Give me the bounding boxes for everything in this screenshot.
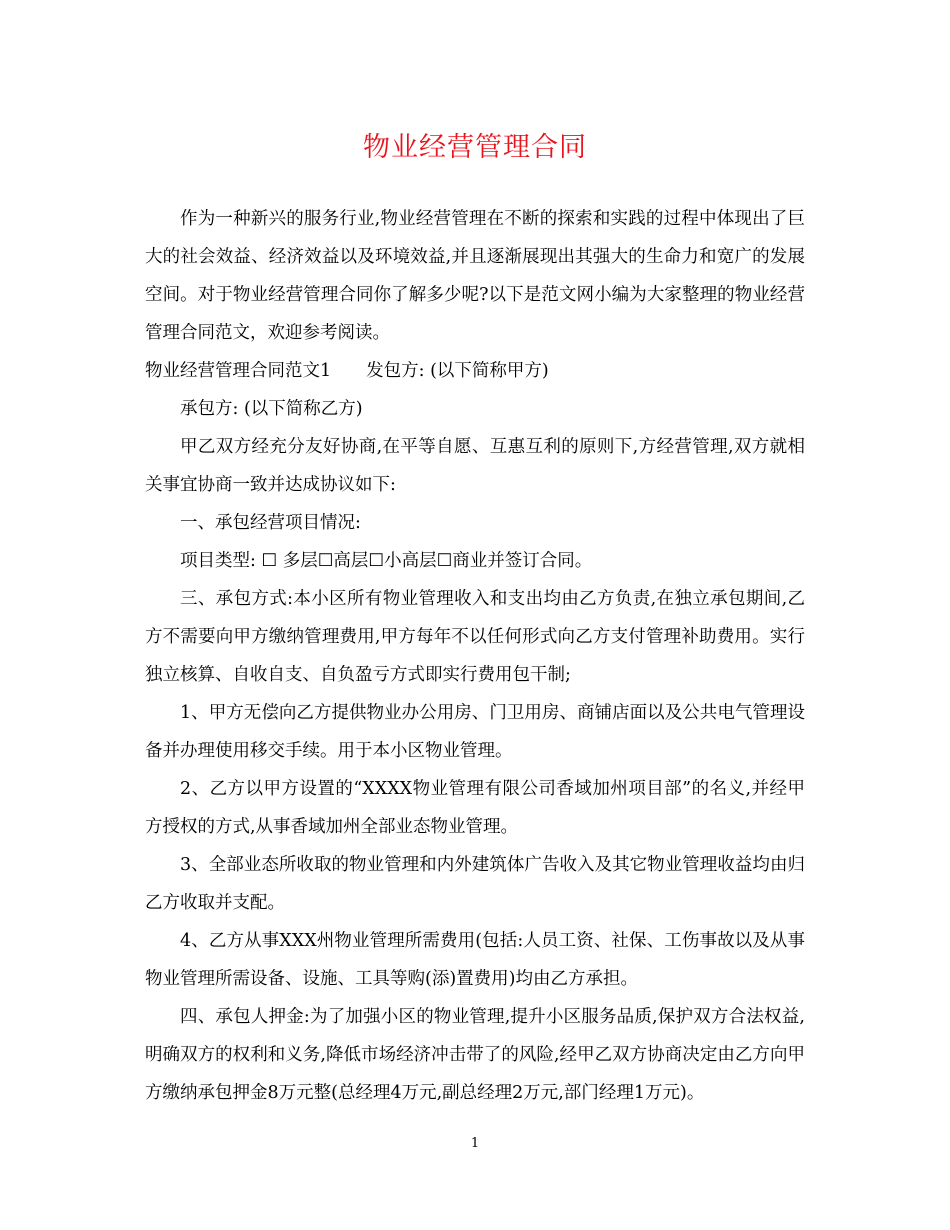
paragraph-section-4: 四、承包人押金:为了加强小区的物业管理,提升小区服务品质,保护双方合法权益,明确双方的权利和义务,降低市场经济冲击带了的风险,经甲乙双方协商决定由乙方向甲方缴纳承包押金8万元整(总经理4万元,副总经理2万元,部门经理1万元)。	[145, 1007, 805, 1103]
paragraph-item-3: 3、全部业态所收取的物业管理和内外建筑体广告收入及其它物业管理收益均由归乙方收取并支配。	[145, 855, 805, 913]
paragraph-section-3: 三、承包方式:本小区所有物业管理收入和支出均由乙方负责,在独立承包期间,乙方不需要向甲方缴纳管理费用,甲方每年不以任何形式向乙方支付管理补助费用。实行独立核算、自收自支、自负盈亏方式即实行费用包干制;	[145, 589, 805, 685]
paragraph-contractor: 承包方: (以下简称乙方)	[180, 399, 363, 419]
paragraph-item-1: 1、甲方无偿向乙方提供物业办公用房、门卫用房、商铺店面以及公共电气管理设备并办理使用移交手续。用于本小区物业管理。	[145, 703, 805, 761]
paragraph-intro: 作为一种新兴的服务行业,物业经营管理在不断的探索和实践的过程中体现出了巨大的社会效益、经济效益以及环境效益,并且逐渐展现出其强大的生命力和宽广的发展空间。对于物业经营管理合同你了解多少呢?以下是范文网小编为大家整理的物业经营管理合同范文，欢迎参考阅读。	[145, 209, 805, 343]
paragraph-item-4: 4、乙方从事XXX州物业管理所需费用(包括:人员工资、社保、工伤事故以及从事物业管理所需设备、设施、工具等购(添)置费用)均由乙方承担。	[145, 931, 805, 989]
paragraph-item-2: 2、乙方以甲方设置的“XXXX物业管理有限公司香域加州项目部”的名义,并经甲方授权的方式,从事香域加州全部业态物业管理。	[145, 779, 805, 837]
paragraph-section-1: 一、承包经营项目情况:	[180, 513, 361, 533]
paragraph-agreement: 甲乙双方经充分友好协商,在平等自愿、互惠互利的原则下,方经营管理,双方就相关事宜协商一致并达成协议如下:	[145, 437, 805, 495]
page-title: 物业经营管理合同	[363, 132, 587, 163]
document-body	[145, 200, 805, 1112]
paragraph-contract-heading: 物业经营管理合同范文1 发包方: (以下简称甲方)	[145, 361, 549, 381]
page-number: 1	[470, 1136, 480, 1151]
paragraph-project-type: 项目类型: ☐ 多层☐高层☐小高层☐商业并签订合同。	[180, 551, 593, 571]
